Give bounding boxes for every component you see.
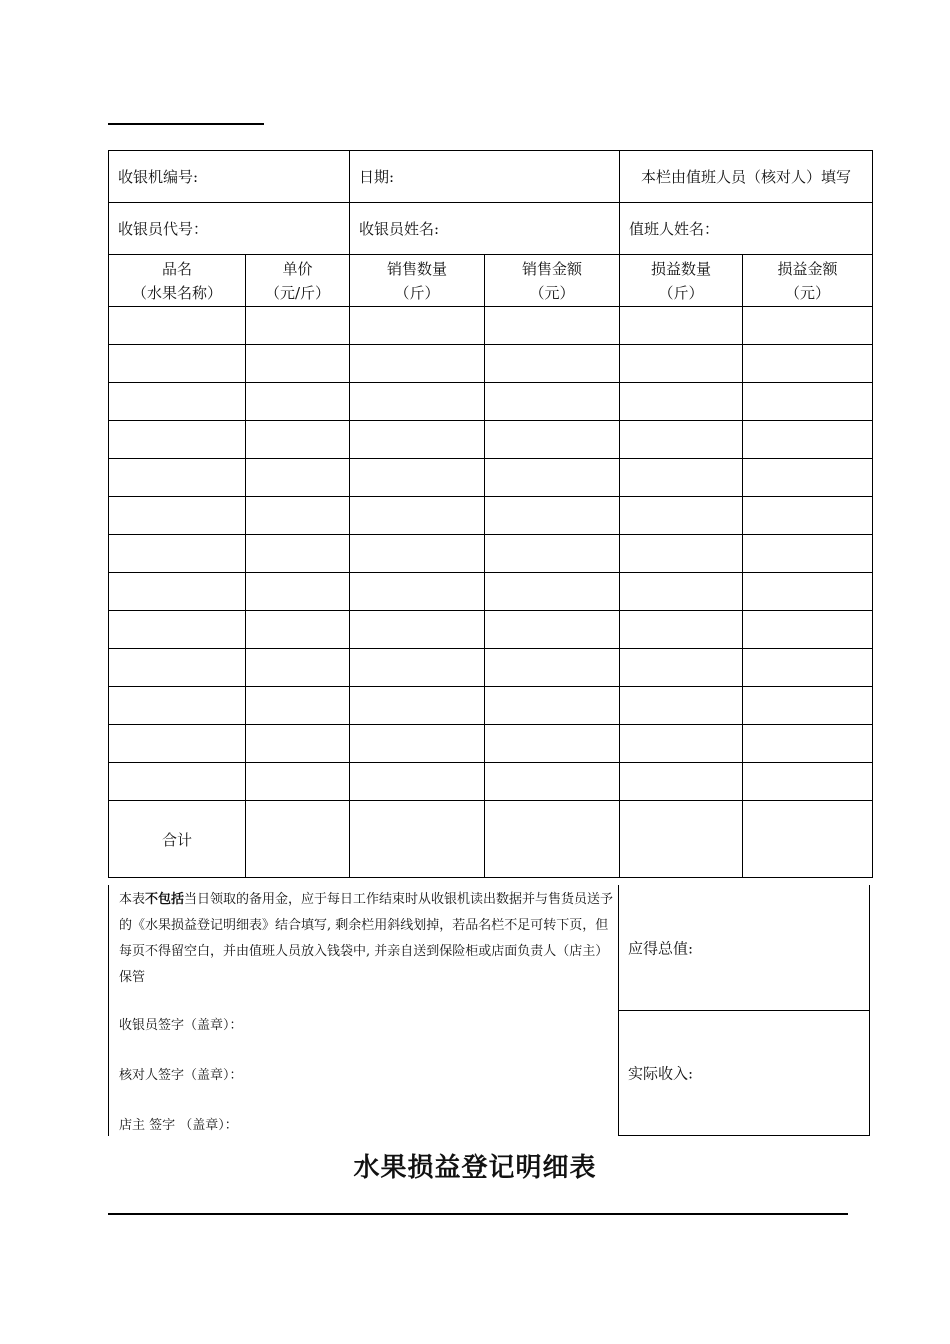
date-cell[interactable]: [350, 151, 620, 203]
column-header-loss-qty: 损益数量 （斤）: [620, 255, 743, 307]
table-cell[interactable]: [485, 459, 620, 497]
table-cell[interactable]: [485, 687, 620, 725]
expected-total-label: 应得总值:: [628, 939, 694, 957]
table-cell[interactable]: [350, 535, 485, 573]
duty-person-cell[interactable]: [620, 203, 873, 255]
table-cell[interactable]: [743, 763, 873, 801]
table-cell[interactable]: [350, 725, 485, 763]
table-cell[interactable]: [620, 383, 743, 421]
table-cell[interactable]: [350, 459, 485, 497]
table-row: [109, 725, 873, 763]
owner-signature-line[interactable]: 店主 签字 （盖章）：: [119, 1118, 238, 1133]
table-cell[interactable]: [620, 763, 743, 801]
table-cell[interactable]: [109, 573, 246, 611]
table-cell[interactable]: [350, 611, 485, 649]
register-no-cell[interactable]: [109, 151, 350, 203]
table-cell[interactable]: [246, 459, 350, 497]
table-cell[interactable]: [743, 345, 873, 383]
table-row: [109, 459, 873, 497]
table-cell[interactable]: [246, 573, 350, 611]
table-cell[interactable]: [485, 649, 620, 687]
table-cell[interactable]: [620, 725, 743, 763]
duty-person-label: 值班人姓名：: [629, 220, 720, 238]
table-row: [109, 497, 873, 535]
table-cell[interactable]: [485, 611, 620, 649]
table-cell[interactable]: [620, 573, 743, 611]
total-cell[interactable]: [350, 801, 485, 878]
table-cell[interactable]: [109, 535, 246, 573]
table-cell[interactable]: [620, 421, 743, 459]
table-row: [109, 535, 873, 573]
table-cell[interactable]: [246, 383, 350, 421]
column-header-row: [109, 255, 873, 307]
table-cell[interactable]: [109, 687, 246, 725]
table-cell[interactable]: [109, 345, 246, 383]
table-row: [109, 307, 873, 345]
table-cell[interactable]: [246, 535, 350, 573]
checker-signature-line[interactable]: 核对人签字（盖章）：: [119, 1068, 243, 1083]
table-cell[interactable]: [109, 649, 246, 687]
table-cell[interactable]: [743, 573, 873, 611]
table-cell[interactable]: [743, 649, 873, 687]
column-header-loss-amount: 损益金额 （元）: [743, 255, 873, 307]
total-row: [109, 801, 873, 878]
table-cell[interactable]: [485, 573, 620, 611]
table-row: [109, 611, 873, 649]
table-cell[interactable]: [109, 763, 246, 801]
table-cell[interactable]: [350, 345, 485, 383]
table-cell[interactable]: [109, 307, 246, 345]
table-cell[interactable]: [350, 763, 485, 801]
table-cell[interactable]: [743, 383, 873, 421]
table-cell[interactable]: [246, 649, 350, 687]
table-cell[interactable]: [620, 459, 743, 497]
column-header-unit-price: 单价 （元/斤）: [246, 255, 350, 307]
cashier-name-cell[interactable]: [350, 203, 620, 255]
table-cell[interactable]: [620, 687, 743, 725]
table-cell[interactable]: [485, 763, 620, 801]
table-cell[interactable]: [485, 535, 620, 573]
top-rule: [108, 123, 264, 125]
table-cell[interactable]: [246, 725, 350, 763]
table-cell[interactable]: [620, 345, 743, 383]
column-header-sales-qty: 销售数量 （斤）: [350, 255, 485, 307]
table-cell[interactable]: [246, 687, 350, 725]
table-cell[interactable]: [743, 535, 873, 573]
instructions-emphasis: 不包括: [145, 892, 185, 907]
table-cell[interactable]: [620, 307, 743, 345]
table-cell[interactable]: [743, 725, 873, 763]
footer-section: [108, 885, 872, 1136]
table-cell[interactable]: [743, 459, 873, 497]
table-row: [109, 649, 873, 687]
table-cell[interactable]: [620, 649, 743, 687]
actual-income-label: 实际收入:: [628, 1064, 694, 1083]
total-cell[interactable]: [620, 801, 743, 878]
instructions-notes: [108, 885, 618, 1136]
total-label-cell: [109, 801, 246, 878]
table-cell[interactable]: [109, 383, 246, 421]
cashier-code-cell[interactable]: [109, 203, 350, 255]
table-cell[interactable]: [485, 725, 620, 763]
table-cell[interactable]: [350, 497, 485, 535]
table-cell[interactable]: [485, 421, 620, 459]
table-cell[interactable]: [246, 611, 350, 649]
table-row: [109, 763, 873, 801]
table-cell[interactable]: [620, 535, 743, 573]
expected-total-box[interactable]: [618, 885, 870, 1011]
document-title: 水果损益登记明细表: [353, 1153, 597, 1183]
table-row: [109, 573, 873, 611]
total-cell[interactable]: [246, 801, 350, 878]
table-cell[interactable]: [743, 497, 873, 535]
total-label: 合计: [161, 830, 192, 849]
table-cell[interactable]: [350, 687, 485, 725]
table-cell[interactable]: [485, 497, 620, 535]
table-cell[interactable]: [246, 307, 350, 345]
table-cell[interactable]: [350, 421, 485, 459]
table-cell[interactable]: [246, 763, 350, 801]
duty-note: 本栏由值班人员（核对人）填写: [641, 167, 852, 186]
duty-note-cell: [620, 151, 873, 203]
cashier-code-label: 收银员代号：: [118, 220, 209, 238]
table-cell[interactable]: [743, 307, 873, 345]
column-header-fruit-name: 品名 （水果名称）: [109, 255, 246, 307]
table-cell[interactable]: [485, 307, 620, 345]
total-cell[interactable]: [485, 801, 620, 878]
table-cell[interactable]: [743, 687, 873, 725]
table-row: [109, 383, 873, 421]
date-label: 日期:: [359, 168, 395, 186]
table-cell[interactable]: [743, 611, 873, 649]
actual-income-box[interactable]: [618, 1010, 870, 1136]
ledger-table: [108, 150, 873, 878]
table-cell[interactable]: [350, 383, 485, 421]
table-cell[interactable]: [620, 611, 743, 649]
table-cell[interactable]: [109, 725, 246, 763]
table-row: [109, 687, 873, 725]
cashier-name-label: 收银员姓名:: [359, 220, 440, 238]
table-cell[interactable]: [109, 611, 246, 649]
table-cell[interactable]: [350, 649, 485, 687]
table-cell[interactable]: [620, 497, 743, 535]
table-cell[interactable]: [485, 345, 620, 383]
table-row: [109, 421, 873, 459]
total-cell[interactable]: [743, 801, 873, 878]
instructions-paragraph: 本表不包括当日领取的备用金，应于每日工作结束时从收银机读出数据并与售货员送予的《水果损益登记明细表》结合填写, 剩余栏用斜线划掉，若品名栏不足可转下页，但每页不得留空白，并由值班人员放入钱袋中, 并亲自送到保险柜或店面负责人（店主）保管: [119, 892, 614, 985]
column-header-sales-amount: 销售金额 （元）: [485, 255, 620, 307]
table-cell[interactable]: [743, 421, 873, 459]
table-cell[interactable]: [109, 459, 246, 497]
table-cell[interactable]: [485, 383, 620, 421]
table-cell[interactable]: [246, 345, 350, 383]
table-cell[interactable]: [109, 497, 246, 535]
table-cell[interactable]: [350, 307, 485, 345]
table-cell[interactable]: [246, 421, 350, 459]
table-cell[interactable]: [246, 497, 350, 535]
table-row: [109, 345, 873, 383]
bottom-rule: [108, 1213, 848, 1215]
cashier-signature-line[interactable]: 收银员签字（盖章）：: [119, 1018, 243, 1033]
table-cell[interactable]: [109, 421, 246, 459]
register-no-label: 收银机编号:: [118, 168, 199, 186]
table-cell[interactable]: [350, 573, 485, 611]
